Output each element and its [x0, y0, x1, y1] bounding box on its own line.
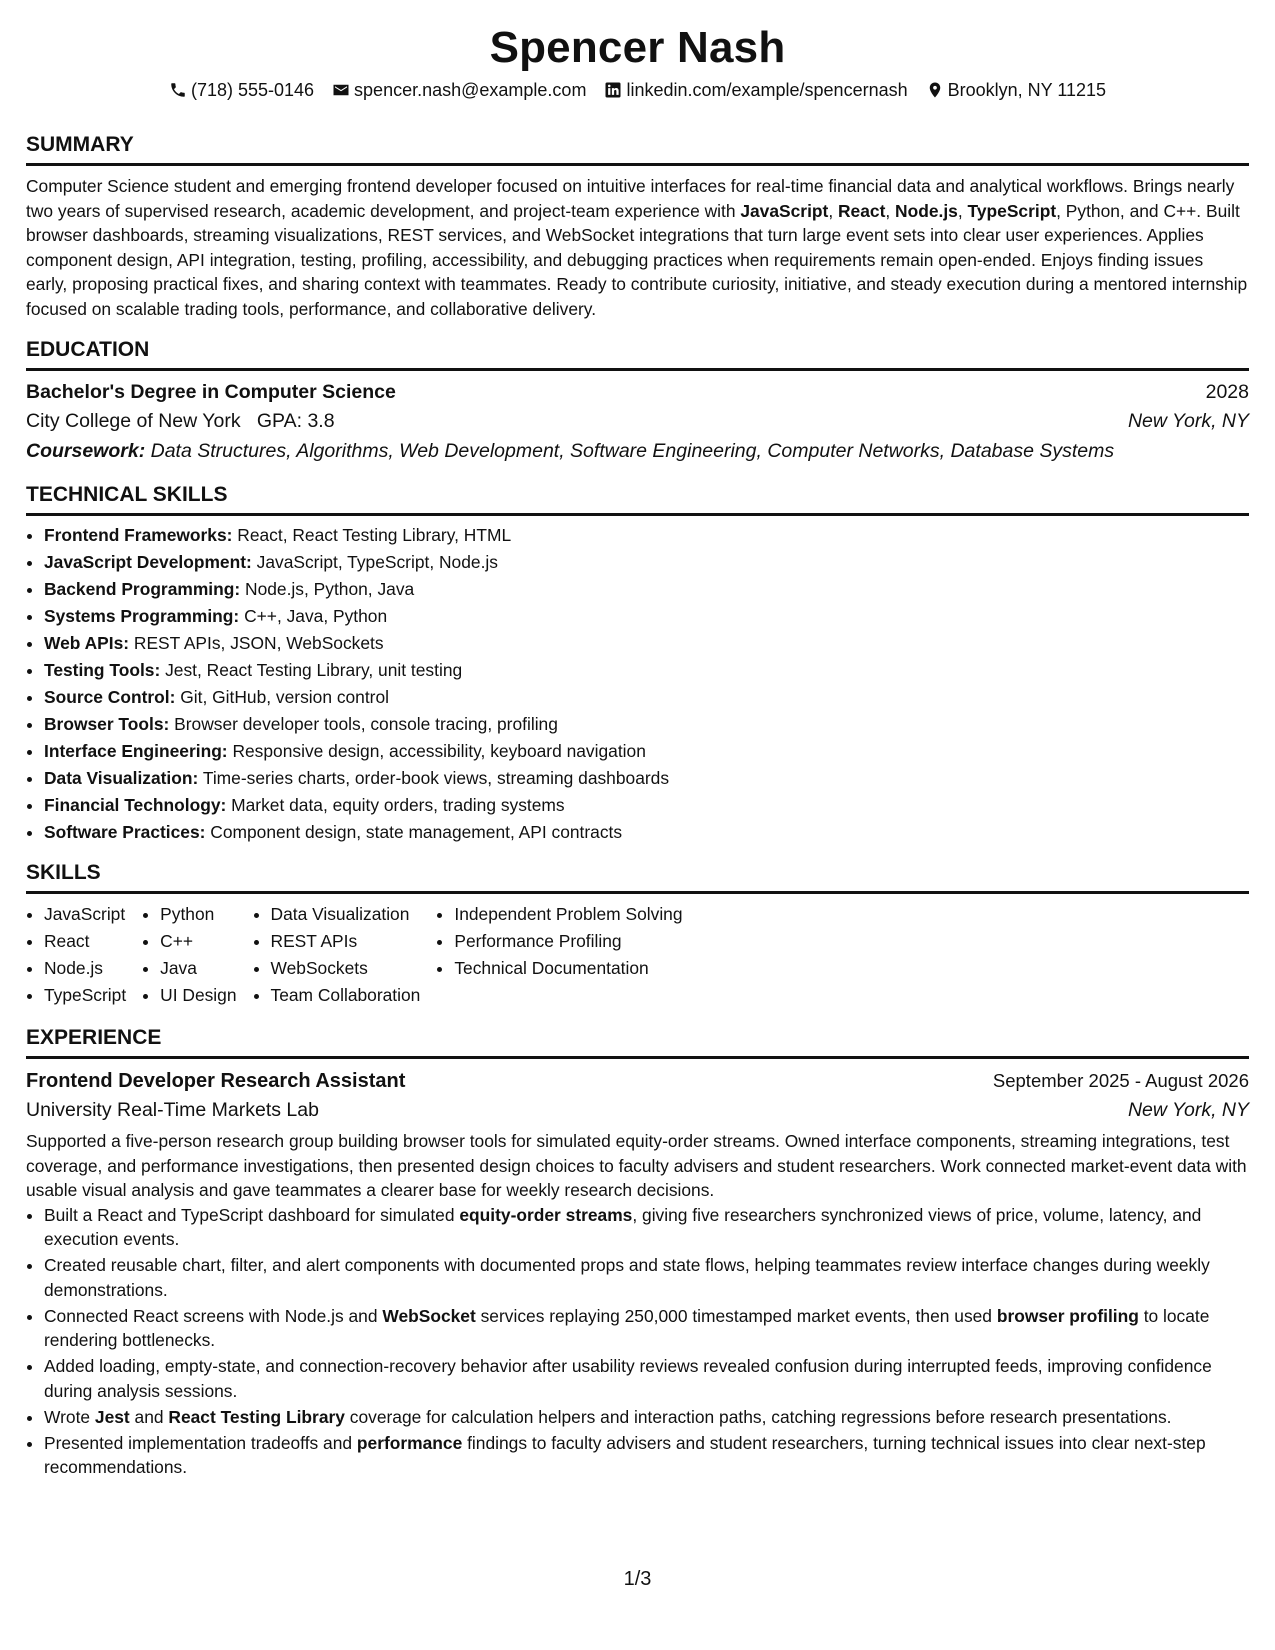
degree: Bachelor's Degree in Computer Science — [26, 381, 396, 403]
skills-column — [253, 901, 421, 1009]
skill-values: Jest, React Testing Library, unit testing — [165, 660, 463, 680]
gpa: GPA: 3.8 — [256, 410, 335, 432]
technical-skills-section — [26, 482, 1249, 846]
experience-bullets — [26, 1203, 1249, 1480]
summary-sep: , — [885, 200, 896, 221]
skills-column — [436, 901, 682, 1009]
list-item — [44, 684, 1249, 711]
skill-category: Software Practices: — [44, 822, 206, 842]
list-item: • Independent Problem Solving — [454, 901, 682, 928]
coursework-list: Data Structures, Algorithms, Web Development, Software Engineering, Computer Networks, Database Systems — [150, 440, 1115, 462]
list-item: • Technical Documentation — [454, 955, 682, 982]
bullet-keyword: Jest — [94, 1406, 130, 1427]
list-item — [44, 711, 1249, 738]
skill-category: Source Control: — [44, 687, 176, 707]
list-item: • UI Design — [160, 982, 236, 1009]
skill-category: Data Visualization: — [44, 768, 199, 788]
skill-values: Node.js, Python, Java — [245, 579, 415, 599]
job-description: Supported a five-person research group building browser tools for simulated equity-order streams. Owned interface components, streaming integrations, test coverage, and performance investigations, then presented design choices to faculty advisers and student researchers. Work connected market-event data with usable visual analysis and gave teammates a clearer base for weekly research decisions. — [26, 1131, 1247, 1200]
experience-org-row — [26, 1095, 1249, 1125]
bullet-text: Created reusable chart, filter, and alert components with documented props and state flows, helping teammates review interface changes during weekly demonstrations. — [44, 1255, 1210, 1300]
list-item: • REST APIs — [271, 928, 421, 955]
page-number: 1/3 — [623, 1568, 652, 1590]
candidate-name: Spencer Nash — [489, 23, 786, 72]
summary-heading: SUMMARY — [26, 132, 1249, 166]
skill-values: Market data, equity orders, trading systems — [231, 795, 565, 815]
job-location: New York, NY — [1127, 1099, 1249, 1121]
summary-text — [26, 174, 1249, 321]
contact-bar — [26, 78, 1249, 102]
skills-column — [26, 901, 126, 1009]
list-item: • WebSockets — [271, 955, 421, 982]
bullet-text: services replaying 250,000 timestamped market events, then used — [475, 1305, 997, 1326]
list-item — [44, 657, 1249, 684]
phone-text: (718) 555-0146 — [190, 80, 315, 100]
list-item — [44, 792, 1249, 819]
job-dates: September 2025 - August 2026 — [992, 1070, 1249, 1091]
list-item — [44, 1304, 1249, 1353]
list-item — [44, 1253, 1249, 1302]
list-item — [44, 1405, 1249, 1430]
technical-skills-heading: TECHNICAL SKILLS — [26, 482, 1249, 516]
resume-page — [26, 0, 1249, 1481]
bullet-keyword: equity-order streams — [459, 1204, 633, 1225]
skill-values: JavaScript, TypeScript, Node.js — [256, 552, 498, 572]
skill-values: REST APIs, JSON, WebSockets — [133, 633, 384, 653]
school: City College of New York — [26, 410, 241, 432]
list-item: • React — [44, 928, 126, 955]
job-title: Frontend Developer Research Assistant — [26, 1070, 406, 1092]
bullet-text: , giving five researchers synchronized views of price, volume, latency, and execution events. — [44, 1204, 1202, 1249]
summary-keyword: React — [838, 200, 886, 221]
phone-icon — [169, 81, 187, 99]
skill-values: Browser developer tools, console tracing, profiling — [174, 714, 558, 734]
list-item — [44, 819, 1249, 846]
list-item: • Java — [160, 955, 236, 982]
skill-values: Responsive design, accessibility, keyboard navigation — [232, 741, 646, 761]
list-item — [44, 1431, 1249, 1480]
bullet-text: to locate rendering bottlenecks. — [44, 1305, 1210, 1350]
skills-section — [26, 860, 1249, 1009]
list-item — [44, 576, 1249, 603]
envelope-icon — [332, 81, 350, 99]
summary-keyword: TypeScript — [967, 200, 1057, 221]
bullet-text: Wrote — [44, 1406, 95, 1427]
list-item: • TypeScript — [44, 982, 126, 1009]
linkedin-text[interactable]: linkedin.com/example/spencernash — [626, 80, 908, 100]
education-school-row — [26, 406, 1249, 436]
bullet-keyword: browser profiling — [996, 1305, 1139, 1326]
experience-role-row — [26, 1067, 1249, 1095]
list-item: • Performance Profiling — [454, 928, 682, 955]
skill-category: Testing Tools: — [44, 660, 161, 680]
skills-column — [142, 901, 236, 1009]
skill-values: React, React Testing Library, HTML — [237, 525, 512, 545]
list-item: • Python — [160, 901, 236, 928]
summary-part: Computer Science student and emerging frontend developer focused on intuitive interfaces for real-time financial data and analytical workflows. Brings nearly two years of supervised research, academic development, and project-team experience with — [26, 176, 1235, 221]
skill-category: Backend Programming: — [44, 579, 241, 599]
summary-part: , Python, and C++. Built browser dashboards, streaming visualizations, REST services, and WebSocket integrations that turn large event sets into clear user experiences. Applies component design, API integration, testing, profiling, accessibility, and debugging practices when requirements remain open-ended. Enjoys finding issues early, proposing practical fixes, and sharing context with teammates. Ready to contribute curiosity, initiative, and steady execution during a mentored internship focused on scalable trading tools, performance, and collaborative delivery. — [26, 200, 1248, 319]
summary-sep: , — [957, 200, 968, 221]
education-degree-row — [26, 379, 1249, 406]
list-item: • JavaScript — [44, 901, 126, 928]
school-location: New York, NY — [1127, 410, 1249, 432]
bullet-keyword: React Testing Library — [168, 1406, 345, 1427]
skill-category: Browser Tools: — [44, 714, 170, 734]
bullet-text: coverage for calculation helpers and interaction paths, catching regressions before research presentations. — [344, 1406, 1172, 1427]
location-text: Brooklyn, NY 11215 — [947, 80, 1107, 100]
bullet-text: and — [129, 1406, 169, 1427]
bullet-keyword: performance — [356, 1432, 463, 1453]
skill-values: Git, GitHub, version control — [180, 687, 390, 707]
technical-skills-list — [26, 522, 1249, 846]
list-item — [44, 1203, 1249, 1252]
summary-sep: , — [828, 200, 838, 221]
skill-category: Web APIs: — [44, 633, 130, 653]
list-item: • Node.js — [44, 955, 126, 982]
skill-category: Systems Programming: — [44, 606, 240, 626]
coursework — [26, 436, 1249, 466]
bullet-keyword: WebSocket — [382, 1305, 476, 1326]
coursework-label: Coursework: — [26, 440, 146, 462]
summary-keyword: JavaScript — [740, 200, 829, 221]
skill-category: Interface Engineering: — [44, 741, 228, 761]
organization: University Real-Time Markets Lab — [26, 1099, 319, 1121]
experience-heading: EXPERIENCE — [26, 1025, 1249, 1059]
list-item — [44, 1354, 1249, 1403]
map-pin-icon — [926, 81, 944, 99]
skill-category: JavaScript Development: — [44, 552, 252, 572]
graduation-year: 2028 — [1205, 381, 1249, 403]
skill-values: Component design, state management, API contracts — [210, 822, 623, 842]
bullet-text: Connected React screens with Node.js and — [44, 1305, 383, 1326]
list-item: • C++ — [160, 928, 236, 955]
summary-section — [26, 132, 1249, 321]
contact-phone — [169, 78, 314, 102]
contact-linkedin[interactable] — [604, 78, 907, 102]
list-item — [44, 549, 1249, 576]
skill-values: Time-series charts, order-book views, streaming dashboards — [202, 768, 670, 788]
skill-category: Frontend Frameworks: — [44, 525, 233, 545]
list-item — [44, 738, 1249, 765]
school-block — [26, 406, 335, 436]
education-heading: EDUCATION — [26, 337, 1249, 371]
list-item: • Team Collaboration — [271, 982, 421, 1009]
summary-keyword: Node.js — [895, 200, 958, 221]
bullet-text: findings to faculty advisers and student researchers, turning technical issues into clear next-step recommendations. — [44, 1432, 1206, 1477]
experience-section — [26, 1025, 1249, 1480]
skills-grid — [26, 901, 1249, 1009]
skills-heading: SKILLS — [26, 860, 1249, 894]
contact-location — [926, 78, 1106, 102]
list-item: • Data Visualization — [271, 901, 421, 928]
list-item — [44, 522, 1249, 549]
education-section — [26, 337, 1249, 466]
bullet-text: Built a React and TypeScript dashboard for simulated — [44, 1204, 460, 1225]
linkedin-icon — [604, 81, 622, 99]
list-item — [44, 765, 1249, 792]
email-text[interactable]: spencer.nash@example.com — [354, 80, 587, 100]
skill-category: Financial Technology: — [44, 795, 227, 815]
bullet-text: Presented implementation tradeoffs and — [44, 1432, 357, 1453]
bullet-text: Added loading, empty-state, and connection-recovery behavior after usability reviews revealed confusion during interrupted feeds, improving confidence during analysis sessions. — [44, 1356, 1212, 1401]
list-item — [44, 630, 1249, 657]
skill-values: C++, Java, Python — [244, 606, 388, 626]
contact-email[interactable] — [332, 78, 586, 102]
list-item — [44, 603, 1249, 630]
